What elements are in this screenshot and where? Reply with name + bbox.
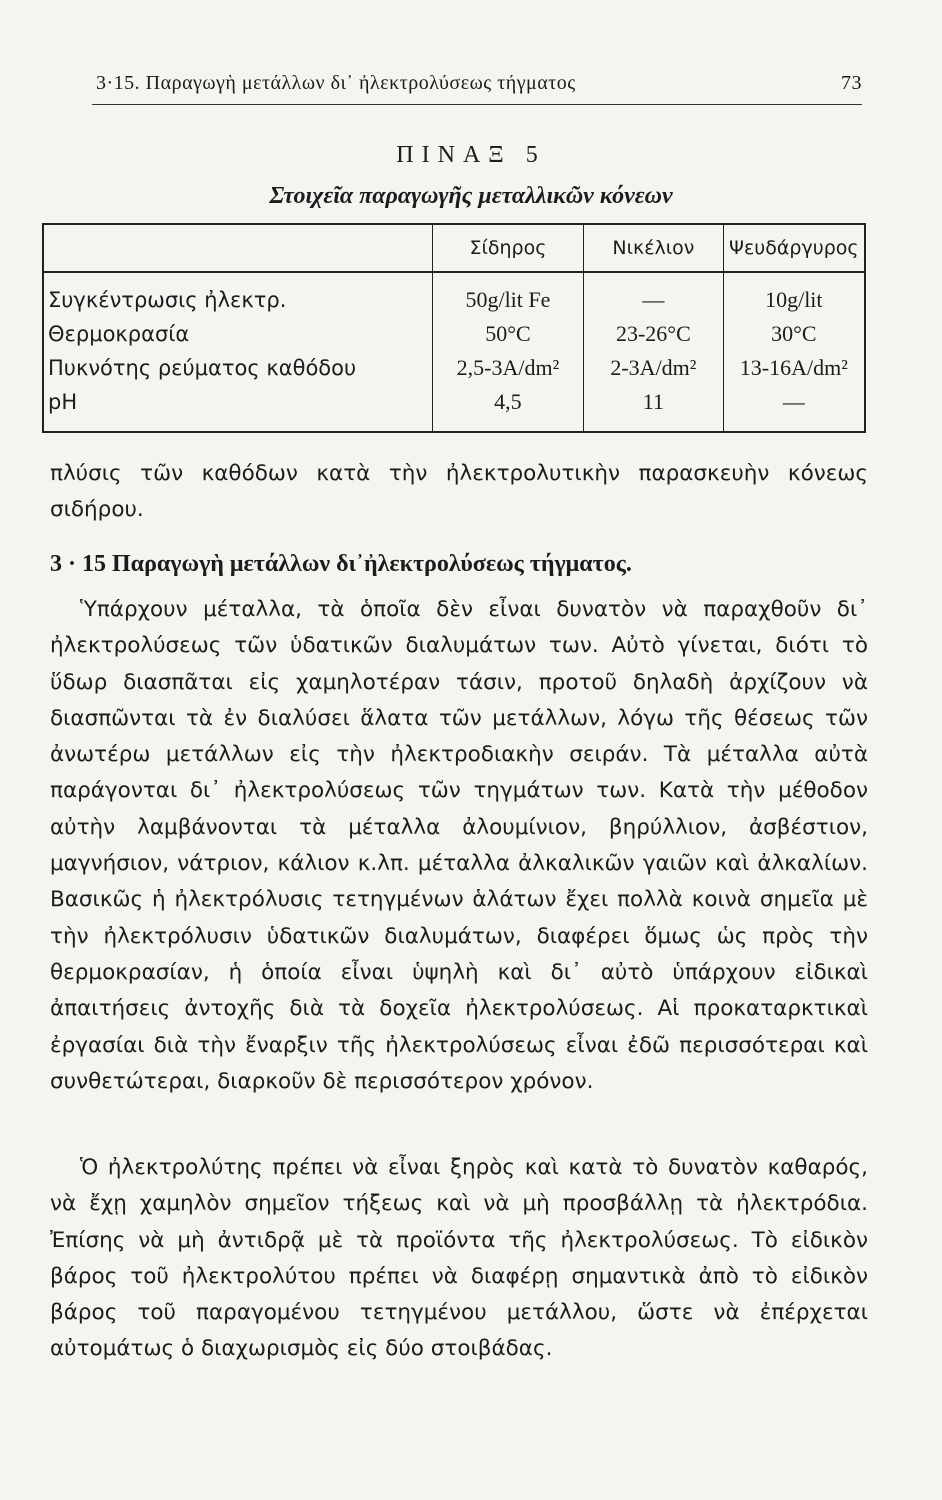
table-cell: 4,5 [432,385,583,432]
running-header [96,72,862,95]
table-caption: Στοιχεῖα παραγωγῆς μεταλλικῶν κόνεων [269,183,673,209]
table-cell: 10g/lit [723,272,865,317]
running-header-title: 3·15. Παραγωγὴ μετάλλων δι᾽ ἠλεκτρολύσεως τήγματος [96,72,576,94]
table-cell: 13-16A/dm² [723,351,865,385]
section-heading: 3 · 15 Παραγωγὴ μετάλλων δι᾽ἠλεκτρολύσεως τήγματος. [50,551,632,577]
row-label: Πυκνότης ρεύματος καθόδου [48,356,357,380]
column-header-nickel: Νικέλιον [584,224,723,272]
table-cell: — [584,272,723,317]
table-cell: 30°C [723,317,865,351]
table-cell: — [723,385,865,432]
table-row [43,385,865,432]
body-paragraph: Ὁ ἠλεκτρολύτης πρέπει νὰ εἶναι ξηρὸς καὶ κατὰ τὸ δυνατὸν καθαρός, νὰ ἔχῃ χαμηλὸν σημεῖον τήξεως καὶ νὰ μὴ προσβάλλῃ τὰ ἠλεκτρόδια. Ἐπίσης νὰ μὴ ἀντιδρᾷ μὲ τὰ προϊόντα τῆς ἠλεκτρολύσεως. Τὸ εἰδικὸν βάρος τοῦ ἠλεκτρολύτου πρέπει νὰ διαφέρῃ σημαντικὰ ἀπὸ τὸ εἰδικὸν βάρος τοῦ παραγομένου τετηγμένου μετάλλου, ὥστε νὰ ἐπέρχεται αὐτομάτως ὁ διαχωρισμὸς εἰς δύο στοιβάδας. [50,1155,868,1362]
table-row [43,272,865,317]
column-header [43,224,432,272]
metal-powder-table [42,223,866,433]
table-label: ΠΙΝΑΞ 5 [396,142,546,168]
table-row [43,317,865,351]
table-cell: 11 [584,385,723,432]
header-rule [92,104,862,105]
row-label: Συγκέντρωσις ἠλεκτρ. [48,288,287,312]
table-cell: 2,5-3A/dm² [432,351,583,385]
body-paragraph: Ὑπάρχουν μέταλλα, τὰ ὁποῖα δὲν εἶναι δυνατὸν νὰ παραχθοῦν δι᾽ ἠλεκτρολύσεως τῶν ὑδατικῶν διαλυμάτων των. Αὐτὸ γίνεται, διότι τὸ ὕδωρ διασπᾶται εἰς χαμηλοτέραν τάσιν, προτοῦ δηλαδὴ ἀρχίζουν νὰ διασπῶνται τὰ ἐν διαλύσει ἅλατα τῶν μετάλλων, λόγω τῆς θέσεως τῶν ἀνωτέρω μετάλλων εἰς τὴν ἠλεκτροδιακὴν σειράν. Τὰ μέταλλα αὐτὰ παράγονται δι᾽ ἠλεκτρολύσεως τῶν τηγμάτων των. Κατὰ τὴν μέθοδον αὐτὴν λαμβάνονται τὰ μέταλλα ἀλουμίνιον, βηρύλλιον, ἀσβέστιον, μαγνήσιον, νάτριον, κάλιον κ.λπ. μέταλλα ἀλκαλικῶν γαιῶν καὶ ἀλκαλίων. Βασικῶς ἡ ἠλεκτρόλυσις τετηγμένων ἁλάτων ἔχει πολλὰ κοινὰ σημεῖα μὲ τὴν ἠλεκτρόλυσιν ὑδατικῶν διαλυμάτων, διαφέρει ὅμως ὡς πρὸς τὴν θερμοκρασίαν, ἡ ὁποία εἶναι ὑψηλὴ καὶ δι᾽ αὐτὸ ὑπάρχουν εἰδικαὶ ἀπαιτήσεις ἀντοχῆς διὰ τὰ δοχεῖα ἠλεκτρολύσεως. Αἱ προκαταρκτικαὶ ἐργασίαι διὰ τὴν ἔναρξιν τῆς ἠλεκτρολύσεως εἶναι ἐδῶ περισσότεραι καὶ συνθετώτεραι, διαρκοῦν δὲ περισσότερον χρόνον. [50,597,868,1094]
table-header-row [43,224,865,272]
row-label: pH [48,390,78,414]
column-header-zinc: Ψευδάργυρος [723,224,865,272]
table-cell: 50g/lit Fe [432,272,583,317]
intro-paragraph: πλύσις τῶν καθόδων κατὰ τὴν ἠλεκτρολυτικὴν παρασκευὴν κόνεως σιδήρου. [50,461,868,523]
row-label: Θερμοκρασία [48,322,190,346]
page-number: 73 [841,72,862,94]
column-header-iron: Σίδηρος [432,224,583,272]
table-cell: 23-26°C [584,317,723,351]
table-row [43,351,865,385]
table-cell: 50°C [432,317,583,351]
table-cell: 2-3A/dm² [584,351,723,385]
